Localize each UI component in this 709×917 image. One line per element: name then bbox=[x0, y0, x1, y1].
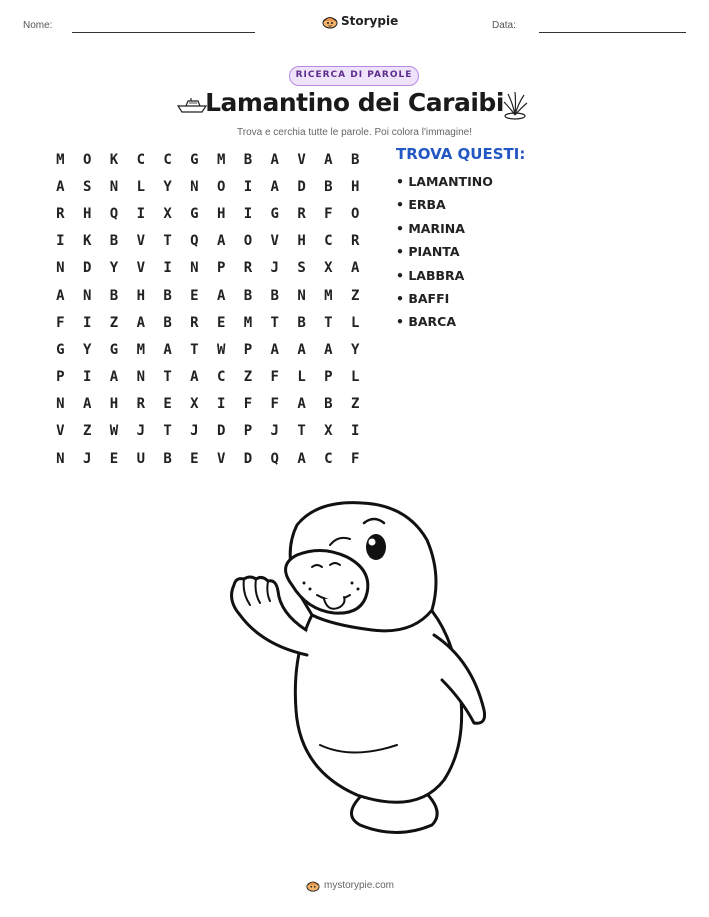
grid-letter[interactable]: N bbox=[190, 260, 199, 277]
word-search-grid bbox=[47, 146, 369, 472]
grid-letter[interactable]: Q bbox=[190, 233, 199, 250]
grid-letter[interactable]: E bbox=[190, 287, 199, 304]
grid-letter[interactable]: K bbox=[109, 151, 119, 168]
grid-letter[interactable]: B bbox=[109, 233, 119, 250]
grid-letter[interactable]: T bbox=[163, 369, 172, 386]
grid-letter[interactable]: G bbox=[190, 205, 199, 222]
grid-letter[interactable]: C bbox=[324, 450, 333, 467]
grid-letter[interactable]: A bbox=[109, 369, 119, 386]
word-list-item: • PIANTA bbox=[396, 244, 460, 260]
grid-letter[interactable]: A bbox=[270, 151, 279, 168]
grid-letter[interactable]: A bbox=[324, 341, 333, 358]
grid-letter[interactable]: N bbox=[82, 287, 92, 304]
grid-letter[interactable]: E bbox=[190, 450, 199, 467]
grid-letter[interactable]: N bbox=[190, 178, 199, 195]
grid-letter[interactable]: G bbox=[270, 205, 279, 222]
grid-row bbox=[47, 173, 369, 200]
grid-letter[interactable]: A bbox=[270, 341, 279, 358]
grid-letter[interactable]: N bbox=[56, 260, 65, 277]
grid-letter[interactable]: B bbox=[297, 314, 306, 331]
grid-row bbox=[47, 445, 369, 472]
grid-letter[interactable]: M bbox=[324, 287, 333, 304]
grid-letter[interactable]: U bbox=[136, 450, 145, 467]
pie-mascot-icon bbox=[322, 13, 338, 29]
grid-letter[interactable]: I bbox=[56, 233, 65, 250]
grid-letter[interactable]: O bbox=[82, 151, 92, 168]
name-label: Nome: bbox=[23, 20, 53, 31]
grid-letter[interactable]: Y bbox=[163, 178, 172, 195]
grid-letter[interactable]: J bbox=[270, 260, 279, 277]
grid-row bbox=[47, 418, 369, 445]
word-list-item: • BAFFI bbox=[396, 290, 450, 306]
pie-mascot-icon bbox=[306, 878, 320, 892]
grid-letter[interactable]: F bbox=[270, 369, 279, 386]
grid-letter[interactable]: G bbox=[190, 151, 199, 168]
grid-letter[interactable]: I bbox=[82, 369, 92, 386]
grid-letter[interactable]: B bbox=[350, 151, 360, 168]
grid-letter[interactable]: I bbox=[82, 314, 92, 331]
grid-letter[interactable]: V bbox=[270, 233, 279, 250]
grid-letter[interactable]: A bbox=[324, 151, 333, 168]
grid-letter[interactable]: T bbox=[297, 423, 306, 440]
brand-logo bbox=[322, 13, 398, 29]
grid-letter[interactable]: B bbox=[243, 151, 253, 168]
grid-letter[interactable]: T bbox=[163, 423, 172, 440]
grid-row bbox=[47, 146, 369, 173]
grid-letter[interactable]: O bbox=[350, 205, 360, 222]
grid-letter[interactable]: B bbox=[324, 178, 333, 195]
grid-row bbox=[47, 364, 369, 391]
grid-letter[interactable]: B bbox=[163, 287, 172, 304]
grid-letter[interactable]: M bbox=[216, 151, 226, 168]
grid-letter[interactable]: I bbox=[243, 205, 253, 222]
grid-letter[interactable]: D bbox=[82, 260, 92, 277]
grid-letter[interactable]: A bbox=[82, 396, 92, 413]
brand-name: Storypie bbox=[341, 14, 399, 28]
grid-letter[interactable]: B bbox=[270, 287, 279, 304]
grid-letter[interactable]: P bbox=[56, 369, 65, 386]
grid-letter[interactable]: N bbox=[136, 369, 145, 386]
grid-row bbox=[47, 228, 369, 255]
grid-letter[interactable]: T bbox=[163, 233, 172, 250]
grid-letter[interactable]: C bbox=[163, 151, 172, 168]
activity-badge: RICERCA DI PAROLE bbox=[289, 66, 419, 86]
grid-letter[interactable]: A bbox=[297, 341, 306, 358]
grid-letter[interactable]: H bbox=[109, 396, 119, 413]
grid-letter[interactable]: L bbox=[297, 369, 306, 386]
grid-letter[interactable]: A bbox=[163, 341, 172, 358]
instructions: Trova e cerchia tutte le parole. Poi colora l'immagine! bbox=[237, 127, 472, 138]
grid-letter[interactable]: Y bbox=[350, 341, 360, 358]
grid-letter[interactable]: D bbox=[216, 423, 226, 440]
grid-letter[interactable]: C bbox=[216, 369, 226, 386]
grid-letter[interactable]: L bbox=[350, 314, 360, 331]
grid-letter[interactable]: F bbox=[350, 450, 360, 467]
grid-letter[interactable]: F bbox=[270, 396, 279, 413]
grid-letter[interactable]: A bbox=[216, 287, 226, 304]
grid-letter[interactable]: P bbox=[216, 260, 226, 277]
grid-letter[interactable]: J bbox=[136, 423, 145, 440]
grid-letter[interactable]: A bbox=[350, 260, 360, 277]
name-field-line[interactable] bbox=[72, 32, 255, 33]
grid-letter[interactable]: A bbox=[216, 233, 226, 250]
grid-letter[interactable]: V bbox=[216, 450, 226, 467]
grid-letter[interactable]: X bbox=[324, 260, 333, 277]
grid-letter[interactable]: R bbox=[243, 260, 253, 277]
grid-letter[interactable]: B bbox=[163, 450, 172, 467]
grid-letter[interactable]: R bbox=[297, 205, 306, 222]
grid-letter[interactable]: I bbox=[136, 205, 145, 222]
grid-letter[interactable]: A bbox=[56, 287, 65, 304]
grid-letter[interactable]: K bbox=[82, 233, 92, 250]
grid-letter[interactable]: I bbox=[350, 423, 360, 440]
grid-letter[interactable]: A bbox=[190, 369, 199, 386]
date-field-line[interactable] bbox=[539, 32, 686, 33]
grid-letter[interactable]: N bbox=[56, 450, 65, 467]
manatee-coloring-illustration bbox=[222, 495, 492, 840]
grid-letter[interactable]: V bbox=[136, 260, 145, 277]
grid-row bbox=[47, 200, 369, 227]
grid-letter[interactable]: G bbox=[109, 341, 119, 358]
grid-letter[interactable]: T bbox=[324, 314, 333, 331]
grid-letter[interactable]: O bbox=[243, 233, 253, 250]
word-list-item: • MARINA bbox=[396, 220, 465, 236]
grid-letter[interactable]: R bbox=[56, 205, 65, 222]
grid-letter[interactable]: Z bbox=[82, 423, 92, 440]
grid-letter[interactable]: B bbox=[109, 287, 119, 304]
grid-letter[interactable]: X bbox=[163, 205, 172, 222]
grid-letter[interactable]: V bbox=[297, 151, 306, 168]
grid-letter[interactable]: F bbox=[324, 205, 333, 222]
grid-letter[interactable]: A bbox=[297, 450, 306, 467]
grid-letter[interactable]: Y bbox=[109, 260, 119, 277]
grid-letter[interactable]: C bbox=[324, 233, 333, 250]
grid-letter[interactable]: A bbox=[136, 314, 145, 331]
grid-letter[interactable]: H bbox=[297, 233, 306, 250]
grid-letter[interactable]: F bbox=[56, 314, 65, 331]
grid-letter[interactable]: F bbox=[243, 396, 253, 413]
grid-letter[interactable]: S bbox=[82, 178, 92, 195]
grid-letter[interactable]: W bbox=[216, 341, 226, 358]
grid-letter[interactable]: V bbox=[136, 233, 145, 250]
grid-letter[interactable]: Q bbox=[109, 205, 119, 222]
grid-letter[interactable]: B bbox=[243, 287, 253, 304]
grid-letter[interactable]: Q bbox=[270, 450, 279, 467]
grid-letter[interactable]: Z bbox=[350, 396, 360, 413]
grid-letter[interactable]: M bbox=[243, 314, 253, 331]
grid-letter[interactable]: Z bbox=[350, 287, 360, 304]
grid-letter[interactable]: Z bbox=[243, 369, 253, 386]
word-list-item: • LABBRA bbox=[396, 267, 465, 283]
grid-letter[interactable]: M bbox=[56, 151, 65, 168]
grid-row bbox=[47, 309, 369, 336]
grid-row bbox=[47, 336, 369, 363]
seagrass-icon bbox=[500, 90, 530, 120]
grid-letter[interactable]: E bbox=[109, 450, 119, 467]
grid-row bbox=[47, 391, 369, 418]
word-list-title: TROVA QUESTI: bbox=[396, 145, 526, 163]
grid-letter[interactable]: A bbox=[270, 178, 279, 195]
grid-letter[interactable]: W bbox=[109, 423, 119, 440]
grid-letter[interactable]: L bbox=[350, 369, 360, 386]
grid-letter[interactable]: E bbox=[216, 314, 226, 331]
grid-letter[interactable]: M bbox=[136, 341, 145, 358]
page-title: Lamantino dei Caraibi bbox=[205, 88, 504, 117]
grid-letter[interactable]: O bbox=[216, 178, 226, 195]
grid-letter[interactable]: H bbox=[216, 205, 226, 222]
grid-letter[interactable]: G bbox=[56, 341, 65, 358]
grid-letter[interactable]: C bbox=[136, 151, 145, 168]
grid-letter[interactable]: X bbox=[324, 423, 333, 440]
grid-row bbox=[47, 282, 369, 309]
grid-letter[interactable]: J bbox=[82, 450, 92, 467]
grid-letter[interactable]: H bbox=[350, 178, 360, 195]
grid-letter[interactable]: D bbox=[297, 178, 306, 195]
grid-letter[interactable]: R bbox=[136, 396, 145, 413]
word-list-item: • LAMANTINO bbox=[396, 174, 493, 189]
grid-letter[interactable]: H bbox=[82, 205, 92, 222]
grid-letter[interactable]: T bbox=[270, 314, 279, 331]
grid-letter[interactable]: N bbox=[297, 287, 306, 304]
grid-letter[interactable]: I bbox=[243, 178, 253, 195]
grid-letter[interactable]: L bbox=[136, 178, 145, 195]
grid-letter[interactable]: A bbox=[297, 396, 306, 413]
grid-letter[interactable]: T bbox=[190, 341, 199, 358]
grid-letter[interactable]: J bbox=[190, 423, 199, 440]
grid-letter[interactable]: J bbox=[270, 423, 279, 440]
grid-letter[interactable]: P bbox=[243, 341, 253, 358]
grid-letter[interactable]: E bbox=[163, 396, 172, 413]
grid-letter[interactable]: N bbox=[56, 396, 65, 413]
grid-row bbox=[47, 255, 369, 282]
grid-letter[interactable]: R bbox=[350, 233, 360, 250]
grid-letter[interactable]: P bbox=[324, 369, 333, 386]
grid-letter[interactable]: D bbox=[243, 450, 253, 467]
grid-letter[interactable]: Y bbox=[82, 341, 92, 358]
grid-letter[interactable]: A bbox=[56, 178, 65, 195]
grid-letter[interactable]: S bbox=[297, 260, 306, 277]
grid-letter[interactable]: I bbox=[216, 396, 226, 413]
grid-letter[interactable]: R bbox=[190, 314, 199, 331]
grid-letter[interactable]: Z bbox=[109, 314, 119, 331]
grid-letter[interactable]: H bbox=[136, 287, 145, 304]
grid-letter[interactable]: X bbox=[190, 396, 199, 413]
grid-letter[interactable]: P bbox=[243, 423, 253, 440]
date-label: Data: bbox=[492, 20, 516, 31]
word-list-item: • BARCA bbox=[396, 314, 457, 330]
footer bbox=[306, 878, 394, 892]
word-list bbox=[396, 170, 493, 334]
grid-letter[interactable]: I bbox=[163, 260, 172, 277]
grid-letter[interactable]: N bbox=[109, 178, 119, 195]
word-list-item: • ERBA bbox=[396, 197, 446, 213]
grid-letter[interactable]: B bbox=[163, 314, 172, 331]
footer-site[interactable]: mystorypie.com bbox=[324, 879, 395, 891]
grid-letter[interactable]: B bbox=[324, 396, 333, 413]
grid-letter[interactable]: V bbox=[56, 423, 65, 440]
